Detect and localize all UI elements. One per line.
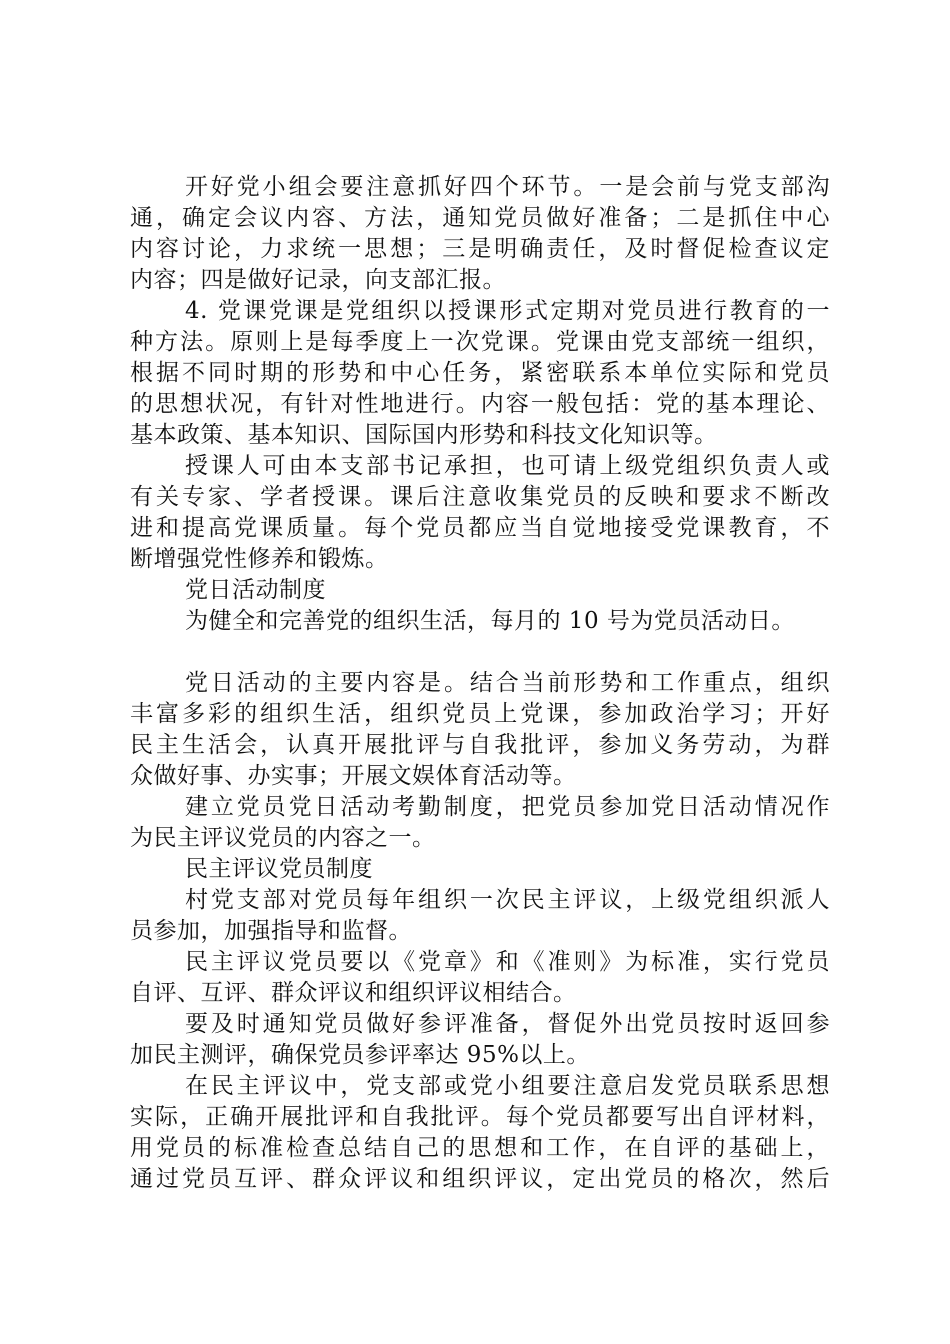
text-line: 建立党员党日活动考勤制度，把党员参加党日活动情况作 bbox=[185, 794, 830, 820]
text-line: 在民主评议中，党支部或党小组要注意启发党员联系思想 bbox=[185, 1073, 830, 1099]
text-line: 员参加，加强指导和监督。 bbox=[130, 918, 412, 944]
text-line: 断增强党性修养和锻炼。 bbox=[130, 546, 389, 572]
text-line: 村党支部对党员每年组织一次民主评议，上级党组织派人 bbox=[185, 887, 830, 913]
document-body bbox=[130, 172, 830, 1195]
text-line: 众做好事、办实事；开展文娱体育活动等。 bbox=[130, 763, 577, 789]
text-line: 授课人可由本支部书记承担，也可请上级党组织负责人或 bbox=[185, 453, 830, 479]
text-line: 根据不同时期的形势和中心任务，紧密联系本单位实际和党员 bbox=[130, 360, 830, 386]
text-line: 的思想状况，有针对性地进行。内容一般包括：党的基本理论、 bbox=[130, 391, 830, 417]
text-line: 进和提高党课质量。每个党员都应当自觉地接受党课教育，不 bbox=[130, 515, 830, 541]
text-line: 种方法。原则上是每季度上一次党课。党课由党支部统一组织， bbox=[130, 329, 830, 355]
text-line: 党日活动的主要内容是。结合当前形势和工作重点，组织 bbox=[185, 670, 830, 696]
text-line: 开好党小组会要注意抓好四个环节。一是会前与党支部沟 bbox=[185, 174, 830, 200]
text-line: 民主评议党员制度 bbox=[185, 856, 373, 882]
text-line: 基本政策、基本知识、国际国内形势和科技文化知识等。 bbox=[130, 422, 718, 448]
text-line: 民主生活会，认真开展批评与自我批评，参加义务劳动，为群 bbox=[130, 732, 830, 758]
blank-line bbox=[130, 637, 830, 668]
text-line: 为民主评议党员的内容之一。 bbox=[130, 825, 436, 851]
text-line: 内容；四是做好记录，向支部汇报。 bbox=[130, 267, 506, 293]
text-line: 用党员的标准检查总结自己的思想和工作，在自评的基础上， bbox=[130, 1135, 830, 1161]
text-line: 丰富多彩的组织生活，组织党员上党课，参加政治学习；开好 bbox=[130, 701, 830, 727]
text-line: 通过党员互评、群众评议和组织评议，定出党员的格次，然后 bbox=[130, 1166, 830, 1192]
text-line: 4. 党课党课是党组织以授课形式定期对党员进行教育的一 bbox=[185, 298, 830, 324]
text-line: 为健全和完善党的组织生活，每月的 10 号为党员活动日。 bbox=[185, 608, 795, 634]
text-line: 要及时通知党员做好参评准备，督促外出党员按时返回参 bbox=[185, 1011, 830, 1037]
text-line: 有关专家、学者授课。课后注意收集党员的反映和要求不断改 bbox=[130, 484, 830, 510]
text-line: 党日活动制度 bbox=[185, 577, 326, 603]
text-line: 加民主测评，确保党员参评率达 95%以上。 bbox=[130, 1042, 590, 1068]
text-line: 通，确定会议内容、方法，通知党员做好准备；二是抓住中心 bbox=[130, 205, 830, 231]
text-line: 实际，正确开展批评和自我批评。每个党员都要写出自评材料， bbox=[130, 1104, 830, 1130]
text-line: 内容讨论，力求统一思想；三是明确责任，及时督促检查议定 bbox=[130, 236, 830, 262]
text-line: 民主评议党员要以《党章》和《准则》为标准，实行党员 bbox=[185, 949, 830, 975]
text-line: 自评、互评、群众评议和组织评议相结合。 bbox=[130, 980, 577, 1006]
